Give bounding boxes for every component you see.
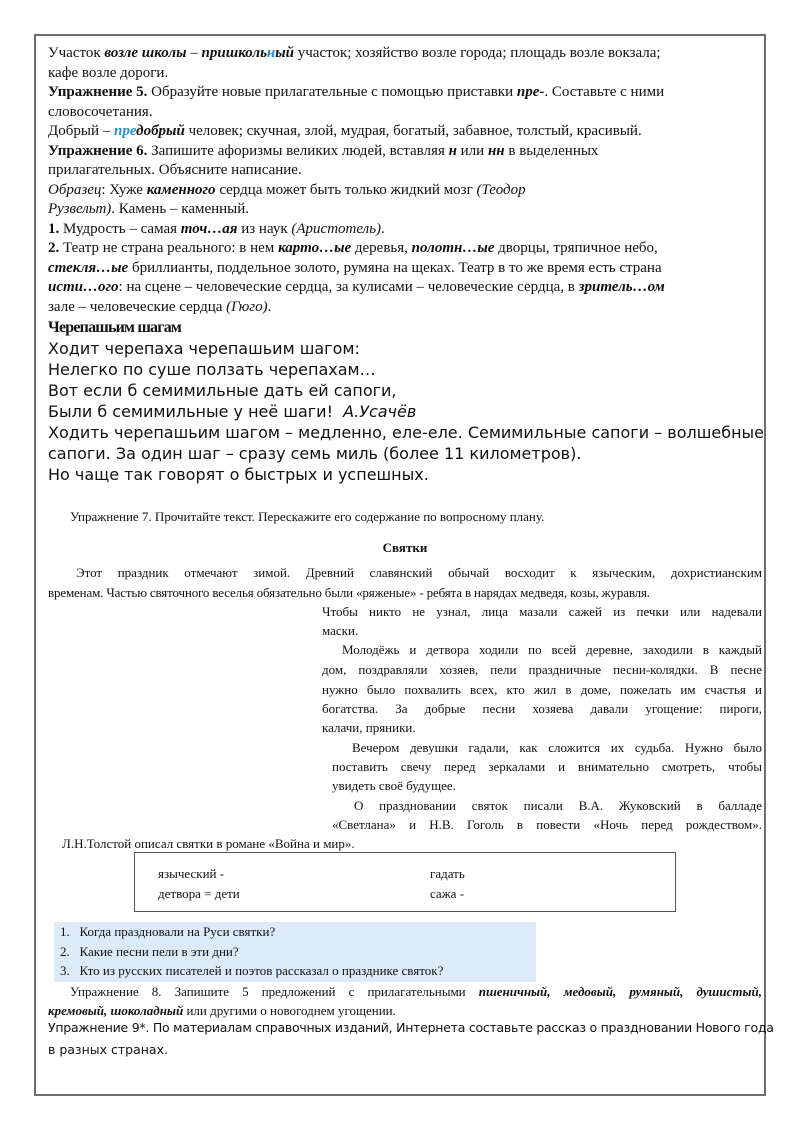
- text-para-3-line-3: увидеть своё будущее.: [332, 778, 456, 793]
- line-1: Участок возле школы – пришкольный участок; хозяйство возле города; площадь возле вокзала;: [48, 45, 661, 61]
- aphorism-2-line-2: стекля…ые бриллианты, поддельное золото, румяна на щеках. Театр в то же время есть страна: [48, 259, 662, 276]
- poem-line-5: Ходить черепашьим шагом – медленно, еле-еле. Семимильные сапоги – волшебные: [48, 423, 765, 442]
- exercise-5-line-2: словосочетания.: [48, 103, 153, 120]
- poem-line-7: Но чаще так говорят о быстрых и успешных.: [48, 465, 429, 484]
- exercise-6: Упражнение 6. Запишите афоризмы великих людей, вставляя н или нн в выделенных: [48, 142, 599, 159]
- text-para-2-line-2: дом, поздравляли хозяев, пели праздничные песни-колядки. В песне: [322, 662, 762, 677]
- exercise-5: Упражнение 5. Образуйте новые прилагательные с помощью приставки пре-. Составьте с ними: [48, 84, 665, 100]
- vocab-item: языческий -: [158, 866, 225, 881]
- text-para-1-line-4: маски.: [322, 623, 359, 638]
- vocabulary-box: [134, 852, 676, 912]
- exercise-8-line-2: кремовый, шоколадный или другими о новогоднем угощении.: [48, 1003, 396, 1018]
- aphorism-1: 1. Мудрость – самая точ…ая из наук (Аристотель).: [48, 220, 385, 237]
- poem-line-6: сапоги. За один шаг – сразу семь миль (более 11 километров).: [48, 444, 582, 463]
- poem-line-4: Были б семимильные у неё шаги! А.Усачёв: [48, 402, 417, 421]
- exercise-9-line-2: в разных странах.: [48, 1042, 168, 1057]
- exercise-7-instruction: Упражнение 7. Прочитайте текст. Перескажите его содержание по вопросному плану.: [70, 509, 545, 524]
- question-item: 2. Какие песни пели в эти дни?: [60, 944, 239, 959]
- text-para-3-line-2: поставить свечу перед зеркалами и внимательно смотреть, чтобы: [332, 759, 762, 774]
- poem: [48, 338, 765, 485]
- exercise-8: Упражнение 8. Запишите 5 предложений с прилагательными пшеничный, медовый, румяный, душистый,: [70, 984, 762, 999]
- text-para-4-line-3: Л.Н.Толстой описал святки в романе «Война и мир».: [62, 836, 355, 851]
- sample-line: Образец: Хуже каменного сердца может быть только жидкий мозг (Теодор: [48, 181, 526, 198]
- text-para-1-line-3: Чтобы никто не узнал, лица мазали сажей из печки или надевали: [322, 604, 762, 619]
- text-para-1-line-1: Этот праздник отмечают зимой. Древний славянский обычай восходит к языческим, дохристианским: [76, 565, 762, 580]
- vocab-item: гадать: [430, 866, 465, 881]
- vocab-item: сажа -: [430, 886, 465, 901]
- aphorism-2-line-4: зале – человеческие сердца (Гюго).: [48, 298, 272, 315]
- text-para-4-line-2: «Светлана» и Н.В. Гоголь в повести «Ночь перед рождеством».: [332, 817, 762, 832]
- aphorism-2-line-3: исти…ого: на сцене – человеческие сердца, за кулисами – человеческие сердца, в зритель…ом: [48, 279, 665, 295]
- question-item: 1. Когда праздновали на Руси святки?: [60, 924, 276, 939]
- section-heading: Черепашьим шагам: [48, 319, 182, 336]
- poem-author: А.Усачёв: [343, 402, 417, 421]
- vocab-item: детвора = дети: [158, 886, 240, 901]
- aphorism-2: 2. Театр не страна реального: в нем карто…ые деревья, полотн…ые дворцы, тряпичное небо,: [48, 240, 658, 256]
- exercise-text-top: [48, 44, 765, 485]
- exercise-6-line-2: прилагательных. Объясните написание.: [48, 162, 302, 178]
- text-para-2-line-3: нужно было похвалить всех, кто жил в доме, пожелать им счастья и: [322, 682, 762, 697]
- text-para-3-line-1: Вечером девушки гадали, как сложится их судьба. Нужно было: [352, 740, 762, 755]
- text-title: Святки: [382, 540, 428, 555]
- text-para-4-line-1: О праздновании святок писали В.А. Жуковский в балладе: [354, 798, 762, 813]
- text-para-2-line-4: богатства. За добрые песни хозяева давали угощение: пироги,: [322, 701, 762, 716]
- sample-line-2: Рузвельт). Камень – каменный.: [48, 201, 250, 217]
- poem-line-1: Ходит черепаха черепашьим шагом:: [48, 339, 360, 358]
- question-list: [54, 922, 536, 982]
- text-para-2-line-1: Молодёжь и детвора ходили по всей деревне, заходили в каждый: [342, 642, 762, 657]
- question-item: 3. Кто из русских писателей и поэтов рассказал о празднике святок?: [60, 963, 444, 978]
- line-2: кафе возле дороги.: [48, 64, 169, 81]
- text-para-1-line-2: временам. Частью святочного веселья обязательно были «ряженые» - ребята в нарядах медведя, козы, журавля.: [48, 585, 650, 600]
- exercise-5-example: Добрый – предобрый человек; скучная, злой, мудрая, богатый, забавное, толстый, красивый.: [48, 123, 642, 139]
- text-para-2-line-5: калачи, пряники.: [322, 720, 416, 735]
- poem-line-2: Нелегко по суше ползать черепахам…: [48, 360, 376, 379]
- poem-line-3: Вот если б семимильные дать ей сапоги,: [48, 381, 397, 400]
- exercise-9: Упражнение 9*. По материалам справочных изданий, Интернета составьте рассказ о праздновании Нового года: [48, 1020, 774, 1035]
